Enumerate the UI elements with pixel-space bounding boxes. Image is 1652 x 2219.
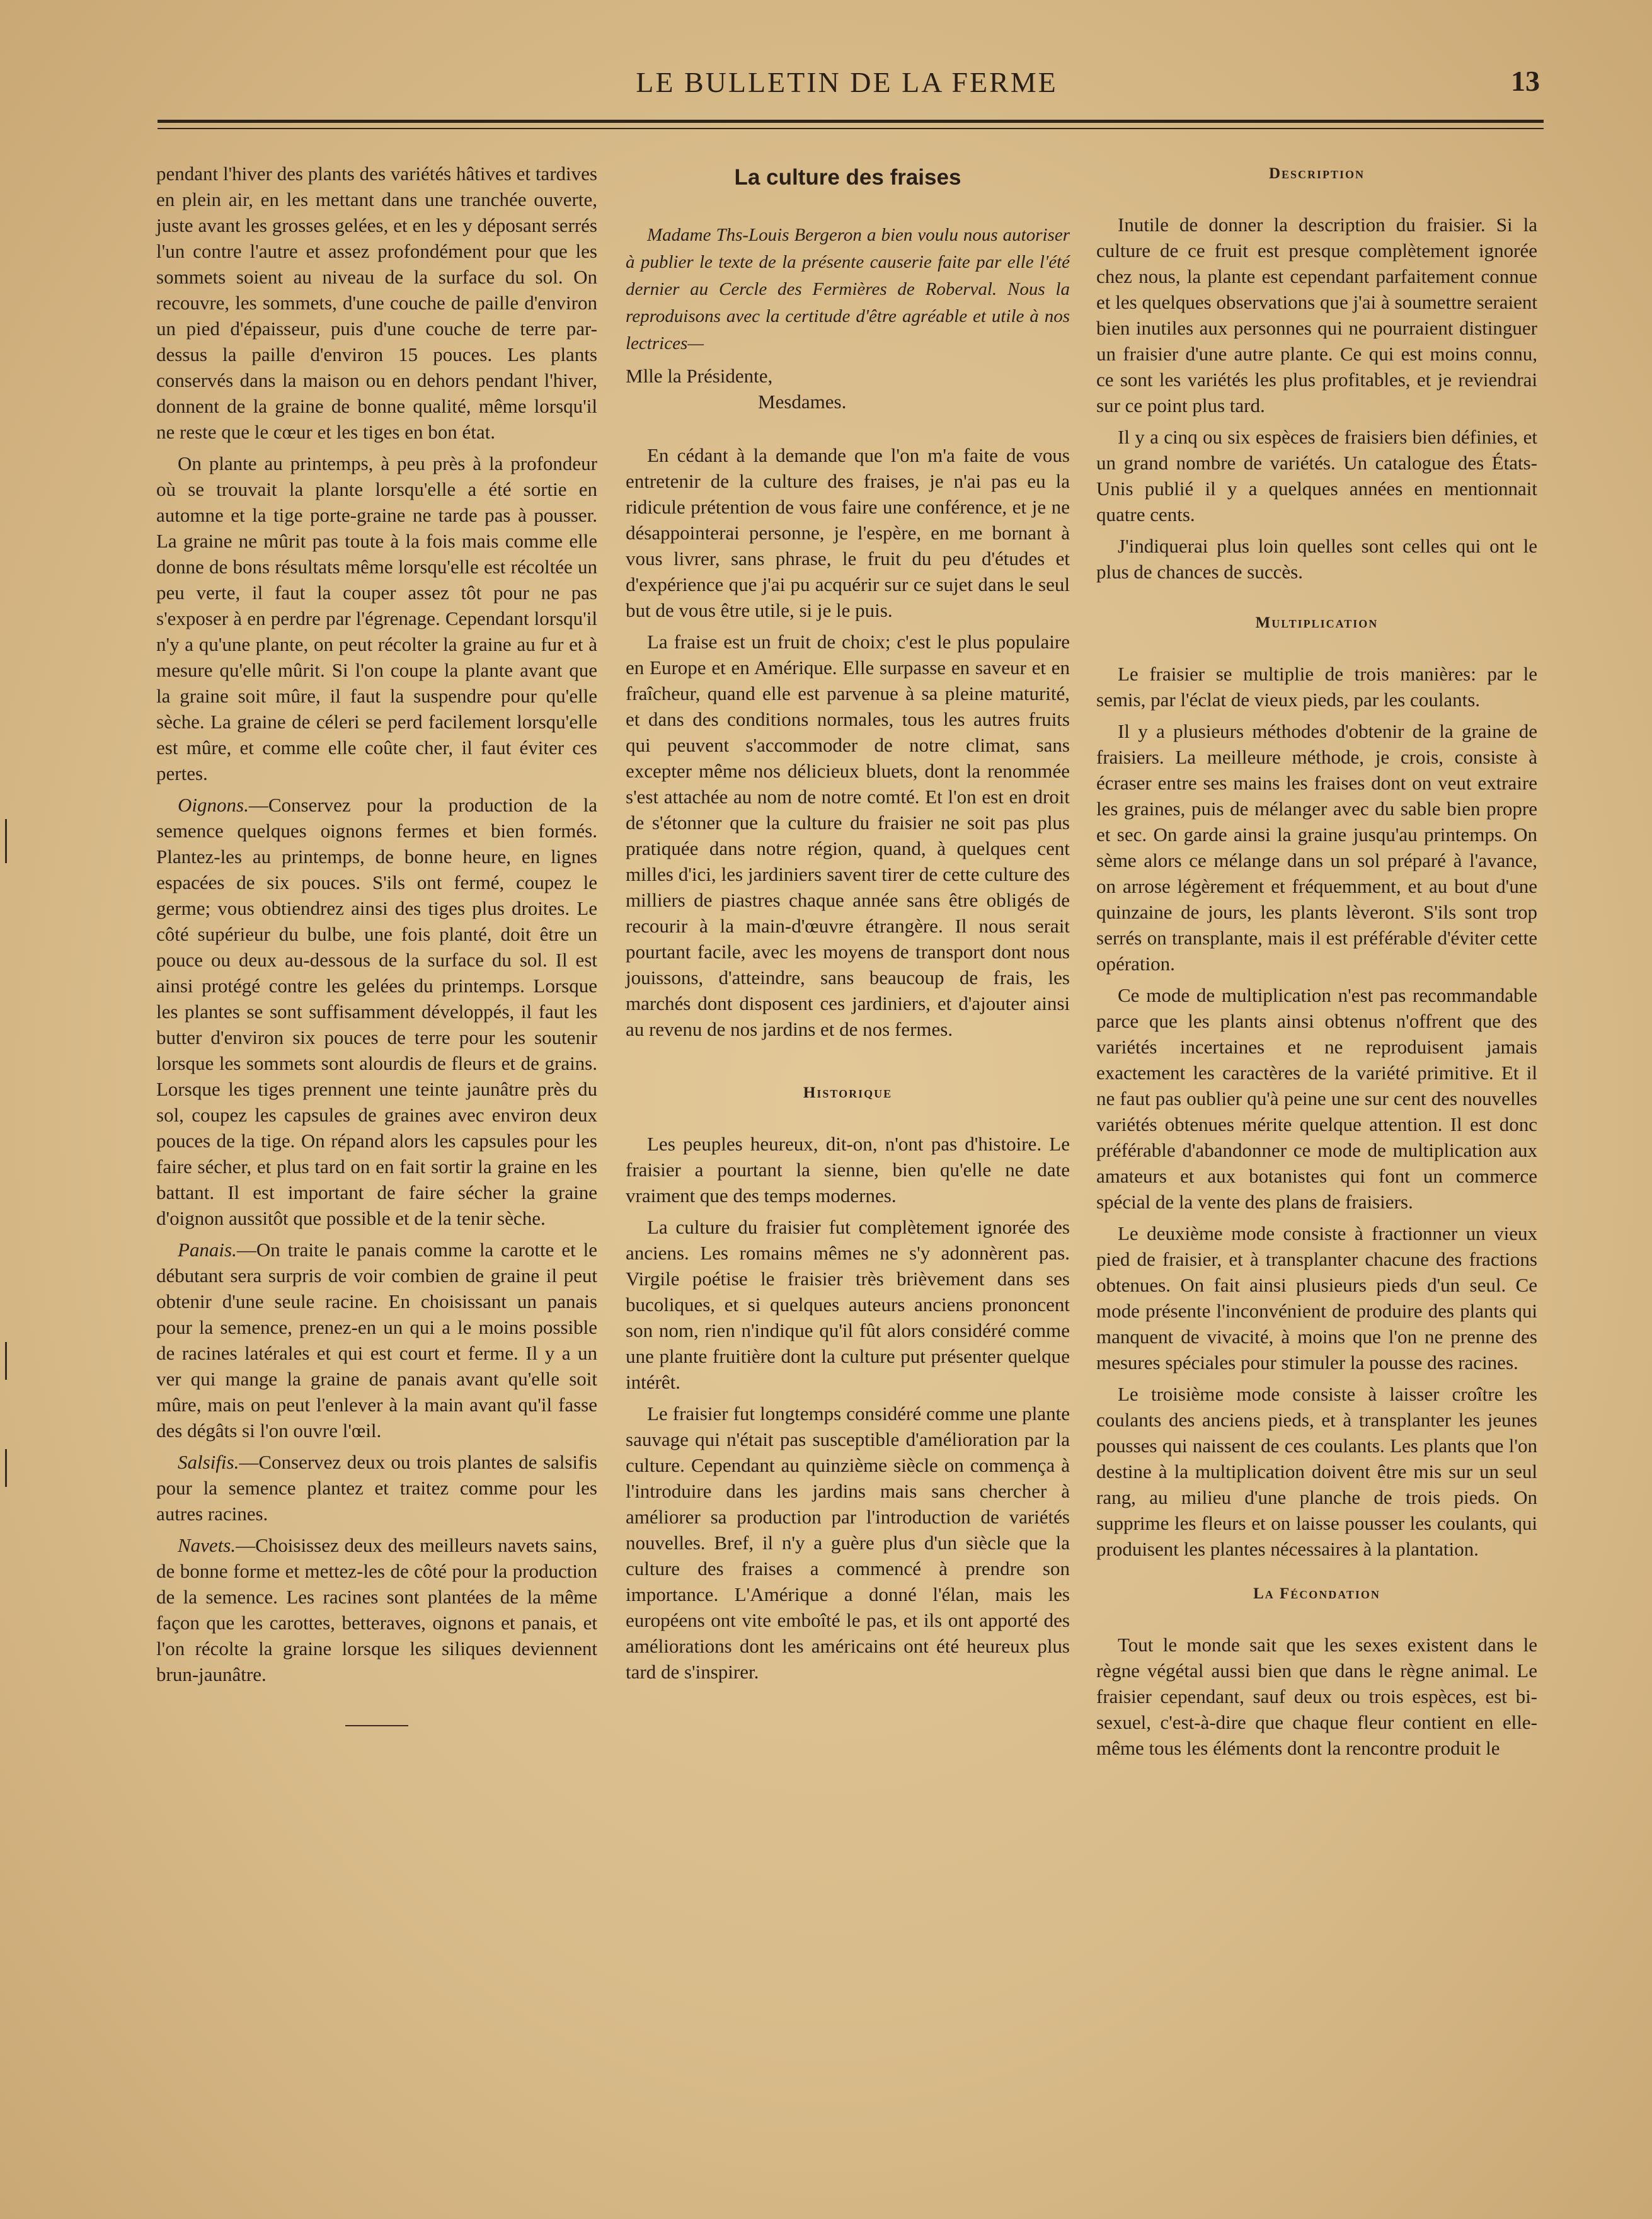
paragraph: On plante au printemps, à peu près à la profondeur où se trouvait la plante lorsqu'elle a été sortie en automne et la tige porte-graine ne tarde pas à pousser. La graine ne mûrit pas toute à la fois mais comme elle donne de bons résultats même lorsqu'elle est récoltée un peu verte, il faut la couper assez tôt pour ne pas s'exposer à en perdre par l'égrenage. Cependant lorsqu'il n'y a qu'une plante, on peut récolter la graine au fur et à mesure qu'elle mûrit. Si l'on coupe la plante avant que la graine soit mûre, il faut la suspendre pour qu'elle sèche. La graine de céleri se perd facilement lorsqu'elle est mûre, et comme elle coûte cher, il faut éviter ces pertes.: [156, 452, 597, 784]
paragraph: Le deuxième mode consiste à fractionner un vieux pied de fraisier, et à transplanter chacune des fractions obtenues. On fait ainsi plusieurs pieds d'un seul. Ce mode présente l'inconvénient de produire des plants qui manquent de vivacité, à moins que l'on ne prenne des mesures spéciales pour stimuler la pousse des racines.: [1096, 1222, 1537, 1373]
paragraph: Le fraisier fut longtemps considéré comme une plante sauvage qui n'était pas susceptible d'amélioration par la culture. Cependant au quinzième siècle on commença à l'introduire dans les jardins mais sans chercher à améliorer sa production par l'introduction de variétés nouvelles. Bref, il n'y a guère plus d'un siècle que la culture des fraises a commencé à prendre son importance. L'Amérique a donné l'élan, mais les européens ont vite emboîté le pas, et ils ont apporté des améliorations dont les américains ont été heureux plus tard de s'inspirer.: [626, 1402, 1070, 1683]
paragraph: En cédant à la demande que l'on m'a faite de vous entretenir de la culture des fraises, je n'ai pas eu la ridicule prétention de vous faire une conférence, et je ne désappointerai personne, je l'espère, en me bornant à vous livrer, sans phrase, le fruit du peu d'études et d'expérience que j'ai pu acquérir sur ce sujet dans le seul but de vous être utile, si je le puis.: [626, 444, 1070, 621]
article-title: La culture des fraises: [734, 165, 961, 190]
paragraph-text: —Choisissez deux des meilleurs navets sains, de bonne forme et mettez-les de côté pour la production de la semence. Les racines sont plantées de la même façon que les carottes, betteraves, oignons et panais, et l'on récolte la graine lorsque les siliques deviennent brun-jaunâtre.: [156, 1534, 597, 1685]
margin-mark: [5, 1449, 7, 1487]
run-in-label: Navets.: [178, 1534, 236, 1556]
margin-mark: [5, 1342, 7, 1380]
paragraph: La fraise est un fruit de choix; c'est le plus populaire en Europe et en Amérique. Elle surpasse en saveur et en fraîcheur, quand elle est parvenue à sa pleine maturité, et dans des conditions normales, tous les autres fruits qui peuvent s'accommoder de notre climat, sans excepter même nos délicieux bluets, dont la renommée s'est attachée au nom de notre comté. Et l'on est en droit de s'étonner que la culture du fraisier ne soit pas plus pratiquée dans notre région, quand, à quelques cent milles d'ici, les jardiniers savent tirer de cette culture des milliers de piastres chaque année sans être obligés de recourir à la main-d'œuvre étrangère. Il nous serait pourtant facile, avec les moyens de transport dont nous jouissons, d'atteindre, sans beaucoup de frais, les marchés dont disposent ces jardiniers, et d'ajouter ainsi au revenu de nos jardins et de nos fermes.: [626, 631, 1070, 1040]
paragraph-salsifis: [156, 1449, 597, 1527]
page-number: 13: [1511, 65, 1540, 97]
paragraph: Le fraisier se multiplie de trois manières: par le semis, par l'éclat de vieux pieds, par les coulants.: [1096, 663, 1537, 711]
paragraph-navets: [156, 1532, 597, 1687]
paragraph: Il y a plusieurs méthodes d'obtenir de la graine de fraisiers. La meilleure méthode, je crois, consiste à écraser entre ses mains les fraises dont on veut extraire les graines, puis de mélanger avec du sable bien propre et sec. On garde ainsi la graine jusqu'au printemps. On sème alors ce mélange dans un sol préparé à l'avance, on arrose légèrement et fréquemment, et au bout d'une quinzaine de jours, les plants lèveront. S'ils sont trop serrés on transplante, mais il est préférable d'éviter cette opération.: [1096, 720, 1537, 975]
column-right: [1096, 161, 1537, 1767]
paragraph: pendant l'hiver des plants des variétés hâtives et tardives en plein air, en les mettant dans une tranchée ouverte, juste avant les grosses gelées, et en les y déposant serrés l'un contre l'autre et assez profondément pour que les sommets soient au niveau de la surface du sol. On recouvre, les sommets, d'une couche de paille d'environ un pied d'épaisseur, puis d'une couche de terre par-dessus la paille d'environ 15 pouces. Les plants conservés dans la maison ou en dehors pendant l'hiver, donnent de la graine de bonne qualité, même lorsqu'il ne reste que le cœur et les tiges en bon état.: [156, 163, 597, 443]
run-in-label: Panais.: [178, 1239, 237, 1261]
header-rule: [158, 120, 1544, 129]
paragraph-text: —Conservez deux ou trois plantes de salsifis pour la semence plantez et traitez comme pour les autres racines.: [156, 1451, 597, 1525]
paragraph-text: —Conservez pour la production de la semence quelques oignons fermes et bien formés. Plantez-les au printemps, de bonne heure, en lignes espacées de six pouces. S'ils ont fermé, coupez le germe; vous obtiendrez ainsi des tiges plus droites. Le côté supérieur du bulbe, une fois planté, doit être un pouce ou deux au-dessous de la surface du sol. Il est ainsi protégé contre les gelées du printemps. Lorsque les plantes se sont suffisamment développés, il faut les butter d'environ six pouces de terre pour les soutenir lorsque les sommets sont alourdis de fleurs et de grains. Lorsque les tiges prennent une teinte jaunâtre près du sol, coupez les capsules de graines avec environ deux pouces de la tige. On répand alors les capsules pour les faire sécher, et plus tard on en fait sortir la graine en les battant. Il est important de faire sécher la graine d'oignon aussitôt que possible et de la tenir sèche.: [156, 794, 597, 1229]
section-heading-fecondation: La Fécondation: [1253, 1585, 1380, 1602]
salutation: Mesdames.: [758, 391, 847, 413]
end-rule: [345, 1725, 408, 1726]
paragraph: Ce mode de multiplication n'est pas recommandable parce que les plants ainsi obtenus n'offrent que des variétés incertaines et ne reproduisent jamais exactement les caractères de la variété primitive. Et il ne faut pas oublier qu'à peine une sur cent des nouvelles variétés obtenues mérite quelque attention. Il est donc préférable d'abandonner ce mode de multiplication aux amateurs et aux botanistes qui font un commerce spécial de la vente des plans de fraisiers.: [1096, 984, 1537, 1213]
page-header: [149, 63, 1545, 113]
paragraph-oignons: [156, 792, 597, 1231]
paragraph: Inutile de donner la description du fraisier. Si la culture de ce fruit est presque complètement ignorée chez nous, la plante est cependant parfaitement connue et les quelques observations que j'ai à soumettre seraient bien inutiles aux personnes qui ne pourraient distinguer un fraisier d'une autre plante. Ce qui est moins connu, ce sont les variétés les plus profitables, et je reviendrai sur ce point plus tard.: [1096, 214, 1537, 416]
paragraph: Les peuples heureux, dit-on, n'ont pas d'histoire. Le fraisier a pourtant la sienne, bien qu'elle ne date vraiment que des temps modernes.: [626, 1133, 1070, 1207]
publication-title: LE BULLETIN DE LA FERME: [636, 66, 1058, 98]
column-middle: [626, 161, 1070, 1690]
run-in-label: Oignons.: [178, 794, 249, 816]
run-in-label: Salsifis.: [178, 1451, 239, 1473]
section-heading-description: Description: [1268, 165, 1365, 182]
margin-mark: [5, 819, 7, 863]
paragraph: Le troisième mode consiste à laisser croître les coulants des anciens pieds, et à transplanter les jeunes pousses qui naissent de ces coulants. Les plants que l'on destine à la multiplication doivent être mis sur un seul rang, au milieu d'une planche de trois pieds. On supprime les fleurs et on laisse pousser les coulants, qui produisent les plantes nécessaires à la plantation.: [1096, 1383, 1537, 1560]
paragraph-text: —On traite le panais comme la carotte et le débutant sera surpris de voir combien de graine il peut obtenir d'une seule racine. En choisissant un panais pour la semence, prenez-en un qui a le moins possible de racines latérales et qui est court et ferme. Il y a un ver qui mange la graine de panais avant qu'elle soit mûre, mais on peut l'enlever à la main avant qu'il fasse des dégâts si l'on ouvre l'œil.: [156, 1239, 597, 1442]
column-left: [156, 161, 597, 1726]
article-intro: Madame Ths-Louis Bergeron a bien voulu nous autoriser à publier le texte de la présente causerie faite par elle l'été dernier au Cercle des Fermières de Roberval. Nous la reproduisons avec la certitude d'être agréable et utile à nos lectrices—: [626, 225, 1070, 353]
paragraph-panais: [156, 1237, 597, 1443]
salutation: Mlle la Présidente,: [626, 365, 773, 387]
paragraph: La culture du fraisier fut complètement ignorée des anciens. Les romains mêmes ne s'y adonnèrent pas. Virgile poétise le fraisier très brièvement dans ses bucoliques, et si quelques auteurs anciens prononcent son nom, rien n'indique qu'il fût alors considéré comme une plante fruitière dont la culture put présenter quelque intérêt.: [626, 1216, 1070, 1393]
paragraph: Il y a cinq ou six espèces de fraisiers bien définies, et un grand nombre de variétés. Un catalogue des États-Unis publié il y a quelques années en mentionnait quatre cents.: [1096, 426, 1537, 525]
paragraph: J'indiquerai plus loin quelles sont celles qui ont le plus de chances de succès.: [1096, 535, 1537, 583]
section-heading-historique: Historique: [803, 1084, 893, 1101]
section-heading-multiplication: Multiplication: [1255, 614, 1379, 631]
paragraph: Tout le monde sait que les sexes existent dans le règne végétal aussi bien que dans le règne animal. Le fraisier cependant, sauf deux ou trois espèces, est bi-sexuel, c'est-à-dire que chaque fleur contient en elle-même tous les éléments dont la rencontre produit le: [1096, 1634, 1537, 1759]
